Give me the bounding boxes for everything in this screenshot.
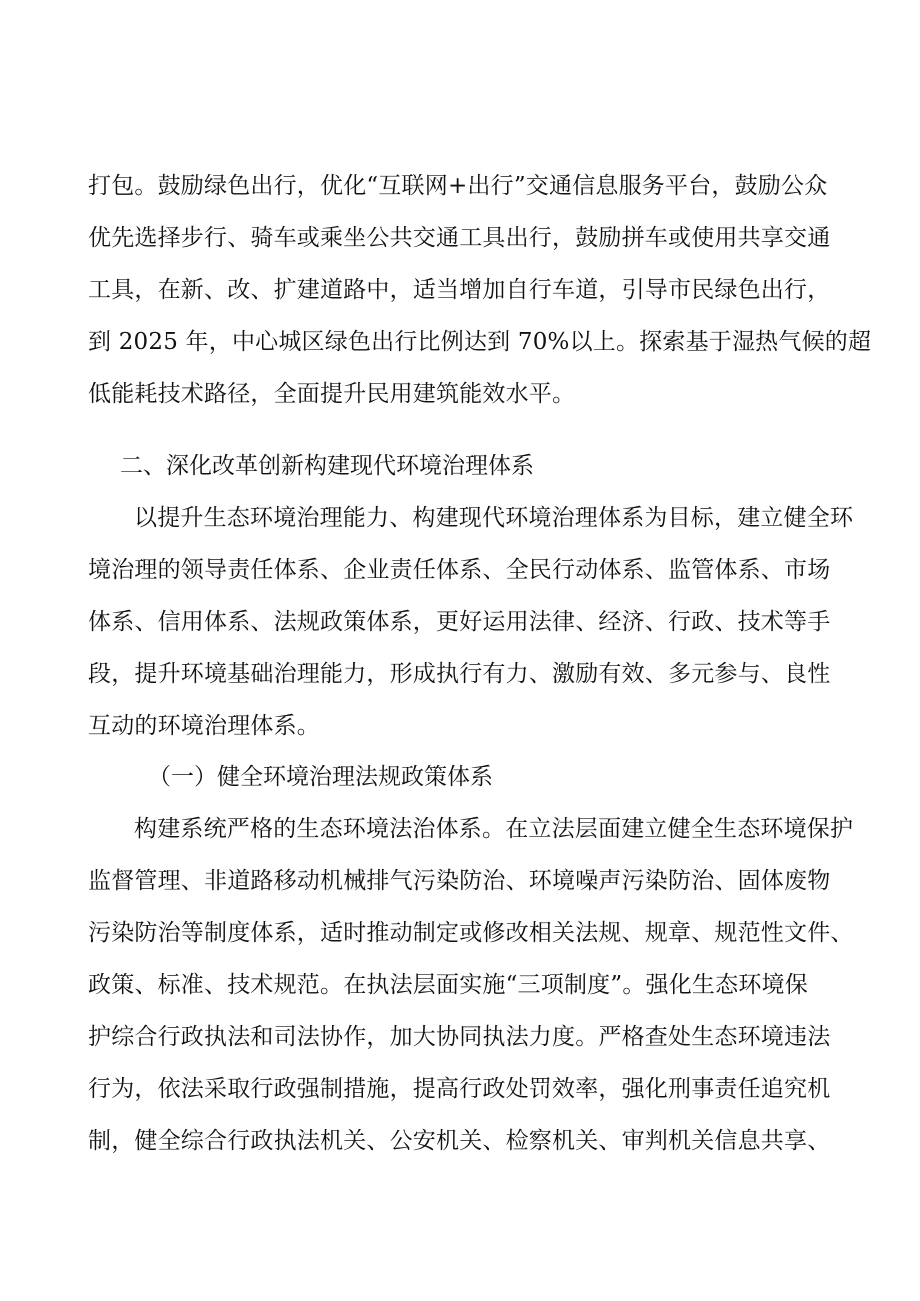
paragraph-line: 低能耗技术路径，全面提升民用建筑能效水平。 <box>88 381 576 407</box>
section-heading: 二、深化改革创新构建现代环境治理体系 <box>120 453 534 479</box>
paragraph-line: 工具，在新、改、扩建道路中，适当增加自行车道，引导市民绿色出行， <box>88 277 831 303</box>
paragraph-line: 以提升生态环境治理能力、构建现代环境治理体系为目标，建立健全环 <box>134 505 854 531</box>
paragraph-line: 政策、标准、技术规范。在执法层面实施“三项制度”。强化生态环境保 <box>88 972 808 998</box>
paragraph-line: 护综合行政执法和司法协作，加大协同执法力度。严格查处生态环境违法 <box>88 1024 831 1050</box>
paragraph-line: 污染防治等制度体系，适时推动制定或修改相关法规、规章、规范性文件、 <box>88 920 854 946</box>
subsection-heading: （一）健全环境治理法规政策体系 <box>148 764 493 790</box>
paragraph-line: 监督管理、非道路移动机械排气污染防治、环境噪声污染防治、固体废物 <box>88 868 831 894</box>
paragraph-line: 行为，依法采取行政强制措施，提高行政处罚效率，强化刑事责任追究机 <box>88 1076 831 1102</box>
paragraph-line: 优先选择步行、骑车或乘坐公共交通工具出行，鼓励拼车或使用共享交通 <box>88 225 831 251</box>
paragraph-line: 段，提升环境基础治理能力，形成执行有力、激励有效、多元参与、良性 <box>88 661 831 687</box>
paragraph-line: 构建系统严格的生态环境法治体系。在立法层面建立健全生态环境保护 <box>134 816 854 842</box>
paragraph-line: 境治理的领导责任体系、企业责任体系、全民行动体系、监管体系、市场 <box>88 557 831 583</box>
paragraph-line: 制，健全综合行政执法机关、公安机关、检察机关、审判机关信息共享、 <box>88 1128 831 1154</box>
paragraph-line: 体系、信用体系、法规政策体系，更好运用法律、经济、行政、技术等手 <box>88 609 831 635</box>
paragraph-line: 到 2025 年，中心城区绿色出行比例达到 70%以上。探索基于湿热气候的超 <box>88 329 872 355</box>
paragraph-line: 打包。鼓励绿色出行，优化“互联网+出行”交通信息服务平台，鼓励公众 <box>88 173 828 199</box>
paragraph-line: 互动的环境治理体系。 <box>88 713 320 739</box>
